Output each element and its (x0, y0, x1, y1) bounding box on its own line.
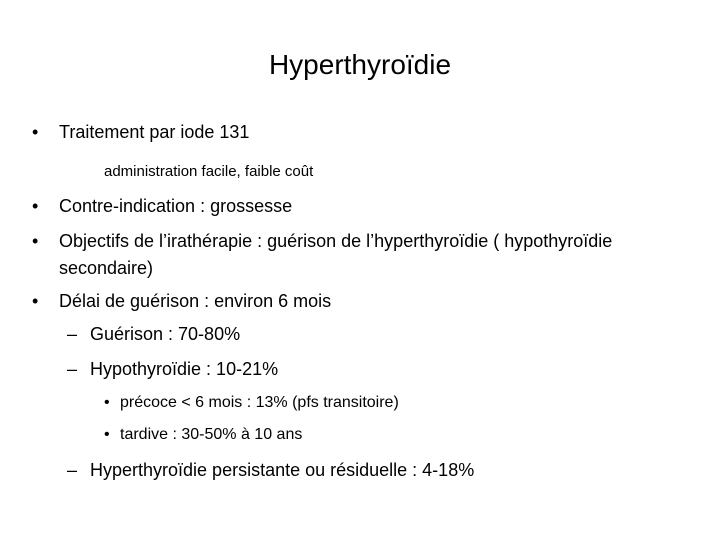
subsub-late: tardive : 30-50% à 10 ans (120, 426, 303, 443)
bullet-marker: • (104, 426, 110, 443)
sub-healing-rate: Guérison : 70-80% (90, 324, 241, 344)
bullet-marker: • (32, 231, 39, 251)
slide-title: Hyperthyroïdie (268, 49, 452, 80)
bullet-marker: • (32, 291, 39, 311)
bullet-objectives-line2: secondaire) (59, 258, 154, 278)
dash-marker: – (67, 324, 78, 344)
bullet-marker: • (32, 122, 39, 142)
bullet-treatment: Traitement par iode 131 (59, 122, 250, 142)
bullet-marker: • (104, 394, 110, 411)
sub-hypothyroidism: Hypothyroïdie : 10-21% (90, 359, 279, 379)
treatment-note: administration facile, faible coût (104, 163, 314, 180)
bullet-objectives-line1: Objectifs de l’irathérapie : guérison de l’hyperthyroïdie ( hypothyroïdie (59, 231, 613, 251)
dash-marker: – (67, 359, 78, 379)
bullet-healing-delay: Délai de guérison : environ 6 mois (59, 291, 332, 311)
dash-marker: – (67, 460, 78, 480)
subsub-early: précoce < 6 mois : 13% (pfs transitoire) (120, 394, 399, 411)
bullet-marker: • (32, 196, 39, 216)
sub-persistent: Hyperthyroïdie persistante ou résiduelle : 4-18% (90, 460, 475, 480)
bullet-contraindication: Contre-indication : grossesse (59, 196, 293, 216)
